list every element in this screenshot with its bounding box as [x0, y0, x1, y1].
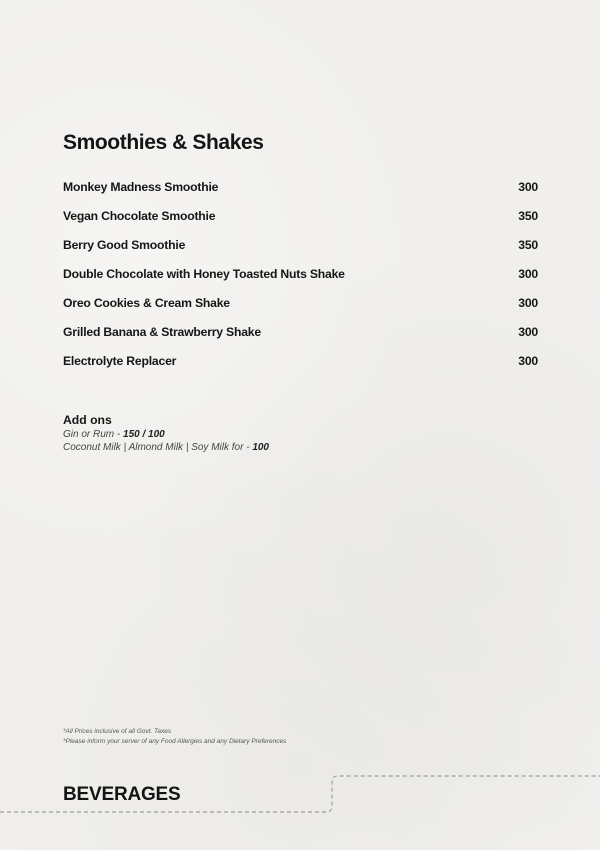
footnotes — [63, 727, 286, 747]
menu-item — [63, 180, 538, 209]
menu-item-price: 300 — [518, 180, 538, 194]
footnote-taxes: *All Prices inclusive of all Govt. Taxes — [63, 728, 172, 735]
menu-item-name: Monkey Madness Smoothie — [63, 180, 219, 194]
addon-line — [63, 441, 269, 454]
addon-text: Coconut Milk | Almond Milk | Soy Milk for - — [63, 442, 253, 453]
addons-section — [63, 413, 269, 454]
addon-amount: 150 / 100 — [123, 429, 165, 440]
menu-item-price: 300 — [518, 296, 538, 310]
addon-line — [63, 428, 269, 441]
menu-item-name: Oreo Cookies & Cream Shake — [63, 296, 230, 310]
menu-item — [63, 209, 538, 238]
menu-item-price: 350 — [518, 209, 538, 223]
menu-item-price: 300 — [518, 267, 538, 281]
menu-item-name: Grilled Banana & Strawberry Shake — [63, 325, 261, 339]
menu-item-price: 300 — [518, 325, 538, 339]
addon-amount: 100 — [252, 442, 269, 453]
menu-item — [63, 296, 538, 325]
menu-item-price: 350 — [518, 238, 538, 252]
menu-item-name: Vegan Chocolate Smoothie — [63, 209, 216, 223]
menu-item — [63, 354, 538, 383]
menu-item-price: 300 — [518, 354, 538, 368]
menu-item-name: Electrolyte Replacer — [63, 354, 177, 368]
addons-title: Add ons — [63, 413, 112, 427]
menu-item — [63, 325, 538, 354]
menu-item — [63, 238, 538, 267]
footnote-allergies: *Please inform your server of any Food Allergies and any Dietary Preferences — [63, 738, 287, 745]
addon-text: Gin or Rum - — [63, 429, 124, 440]
menu-item-name: Double Chocolate with Honey Toasted Nuts Shake — [63, 267, 345, 281]
menu-item-name: Berry Good Smoothie — [63, 238, 186, 252]
footer-title: BEVERAGES — [63, 784, 181, 805]
menu-list — [63, 180, 538, 383]
menu-item — [63, 267, 538, 296]
section-title: Smoothies & Shakes — [63, 131, 264, 154]
